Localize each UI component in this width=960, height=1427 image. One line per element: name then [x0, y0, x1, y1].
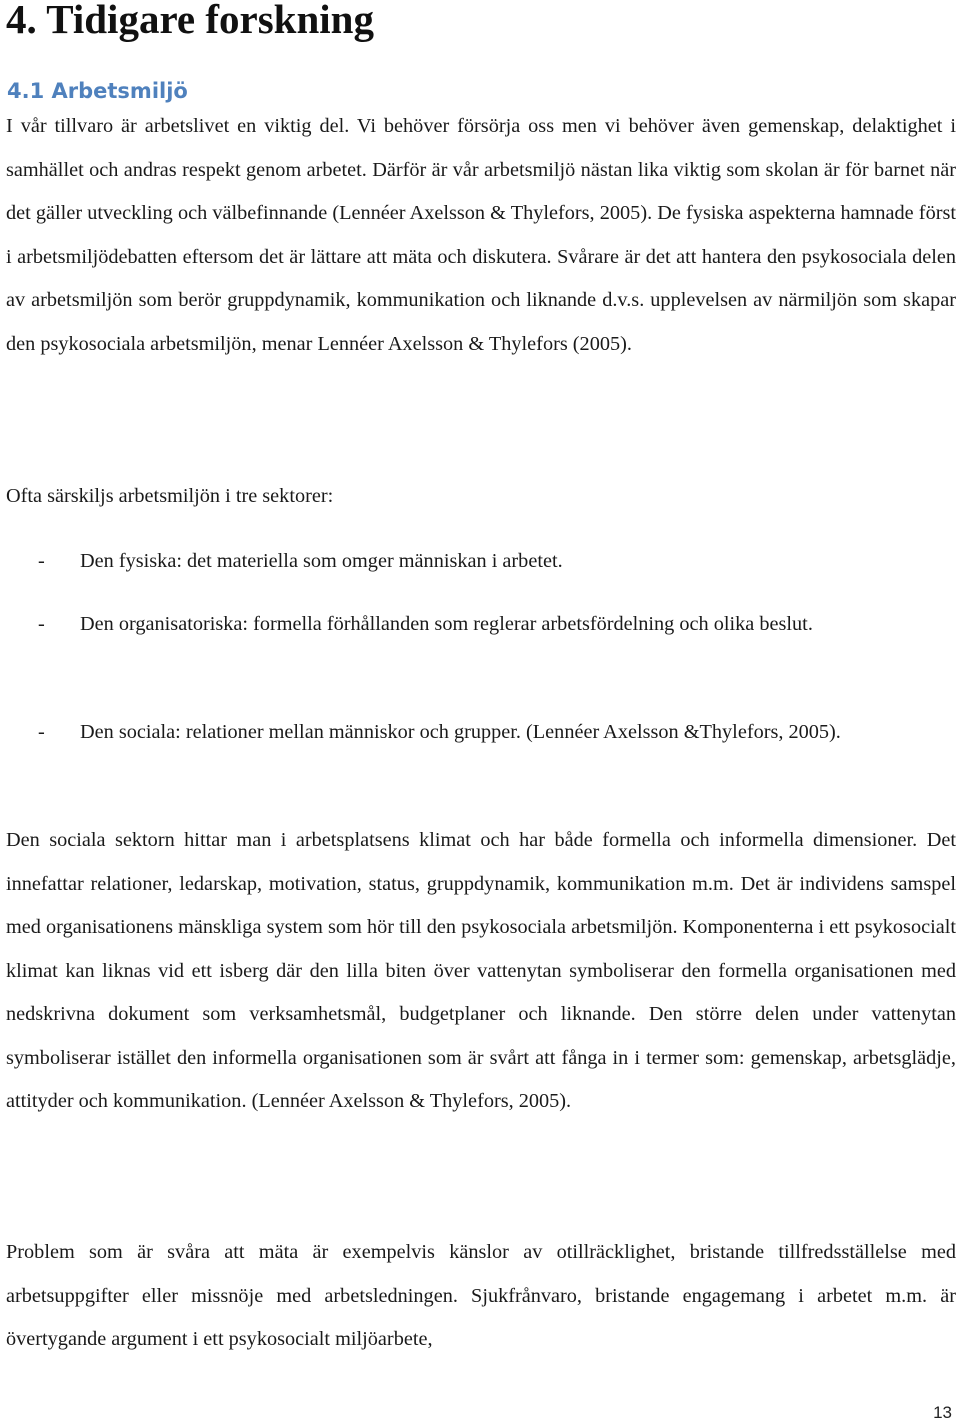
list-dash: - — [38, 721, 45, 743]
list-item-physical — [6, 540, 956, 584]
page-number: 13 — [933, 1403, 952, 1422]
list-item-text: Den fysiska: det materiella som omger människan i arbetet. — [80, 550, 563, 572]
paragraph-sectors-intro: Ofta särskiljs arbetsmiljön i tre sektorer: — [6, 485, 334, 507]
list-item-social — [6, 711, 956, 755]
list-item-text: Den organisatoriska: formella förhållanden som reglerar arbetsfördelning och olika beslut. — [80, 613, 813, 635]
section-title: 4.1 Arbetsmiljö — [7, 79, 188, 103]
paragraph-intro: I vår tillvaro är arbetslivet en viktig del. Vi behöver försörja oss men vi behöver även gemenskap, delaktighet i samhället och andras respekt genom arbetet. Därför är vår arbetsmiljö nästan lika viktig som skolan är för barnet när det gäller utveckling och välbefinnande (Lennéer Axelsson & Thylefors, 2005). De fysiska aspekterna hamnade först i arbetsmiljödebatten eftersom det är lättare att mäta och diskutera. Svårare är det att hantera den psykosociala delen av arbetsmiljön som berör gruppdynamik, kommunikation och liknande d.v.s. upplevelsen av närmiljön som skapar den psykosociala arbetsmiljön, menar Lennéer Axelsson & Thylefors (2005). — [6, 115, 956, 355]
chapter-title: 4. Tidigare forskning — [6, 0, 374, 42]
paragraph-social-sector: Den sociala sektorn hittar man i arbetsplatsens klimat och har både formella och informella dimensioner. Det innefattar relationer, ledarskap, motivation, status, gruppdynamik, kommunikation m.m. Det är individens samspel med organisationens mänskliga system som hör till den psykosociala arbetsmiljön. Komponenterna i ett psykosocialt klimat kan liknas vid ett isberg där den lilla biten över vattenytan symboliserar den formella organisationen med nedskrivna dokument som verksamhetsmål, budgetplaner och liknande. Den större delen under vattenytan symboliserar istället den informella organisationen som är svårt att fånga in i termer som: gemenskap, arbetsglädje, attityder och kommunikation. (Lennéer Axelsson & Thylefors, 2005). — [6, 829, 956, 1112]
list-dash: - — [38, 550, 45, 572]
list-item-organisational — [6, 603, 956, 647]
list-dash: - — [38, 613, 45, 635]
list-item-text: Den sociala: relationer mellan människor och grupper. (Lennéer Axelsson &Thylefors, 2005). — [80, 721, 841, 743]
paragraph-problems: Problem som är svåra att mäta är exempelvis känslor av otillräcklighet, bristande tillfredsställelse med arbetsuppgifter eller missnöje med arbetsledningen. Sjukfrånvaro, bristande engagemang i arbetet m.m. är övertygande argument i ett psykosocialt miljöarbete, — [6, 1241, 956, 1350]
